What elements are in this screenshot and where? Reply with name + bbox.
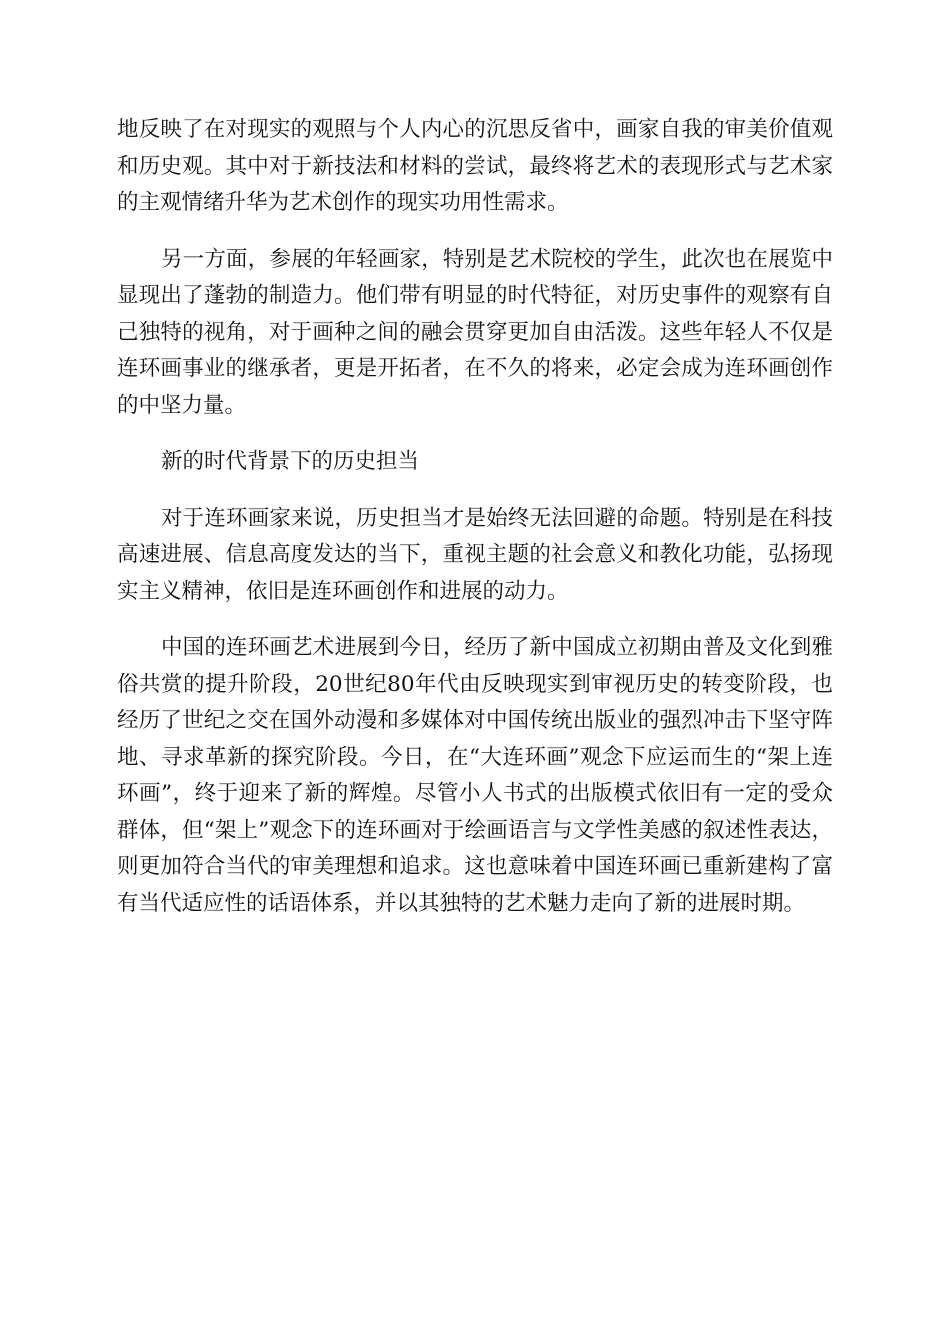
paragraph-continuation: 地反映了在对现实的观照与个人内心的沉思反省中，画家自我的审美价值观和历史观。其中对于新技法和材料的尝试，最终将艺术的表现形式与艺术家的主观情绪升华为艺术创作的现实功用性需求。: [117, 117, 833, 215]
section-heading: 新的时代背景下的历史担当: [161, 449, 420, 474]
paragraph-young-artists: 另一方面，参展的年轻画家，特别是艺术院校的学生，此次也在展览中显现出了蓬勃的制造力。他们带有明显的时代特征，对历史事件的观察有自己独特的视角，对于画种之间的融会贯穿更加自由活泼。这些年轻人不仅是连环画事业的继承者，更是开拓者，在不久的将来，必定会成为连环画创作的中坚力量。: [117, 246, 833, 418]
paragraph-historical-responsibility: 对于连环画家来说，历史担当才是始终无法回避的命题。特别是在科技高速进展、信息高度发达的当下，重视主题的社会意义和教化功能，弘扬现实主义精神，依旧是连环画创作和进展的动力。: [117, 505, 833, 604]
document-body: [117, 112, 833, 942]
paragraph-comics-history: 中国的连环画艺术进展到今日，经历了新中国成立初期由普及文化到雅俗共赏的提升阶段，20世纪80年代由反映现实到审视历史的转变阶段，也经历了世纪之交在国外动漫和多媒体对中国传统出版业的强烈冲击下坚守阵地、寻求革新的探究阶段。今日，在“大连环画”观念下应运而生的“架上连环画”，终于迎来了新的辉煌。尽管小人书式的出版模式依旧有一定的受众群体，但“架上”观念下的连环画对于绘画语言与文学性美感的叙述性表达，则更加符合当代的审美理想和追求。这也意味着中国连环画已重新建构了富有当代适应性的话语体系，并以其独特的艺术魅力走向了新的进展时期。: [117, 635, 833, 916]
